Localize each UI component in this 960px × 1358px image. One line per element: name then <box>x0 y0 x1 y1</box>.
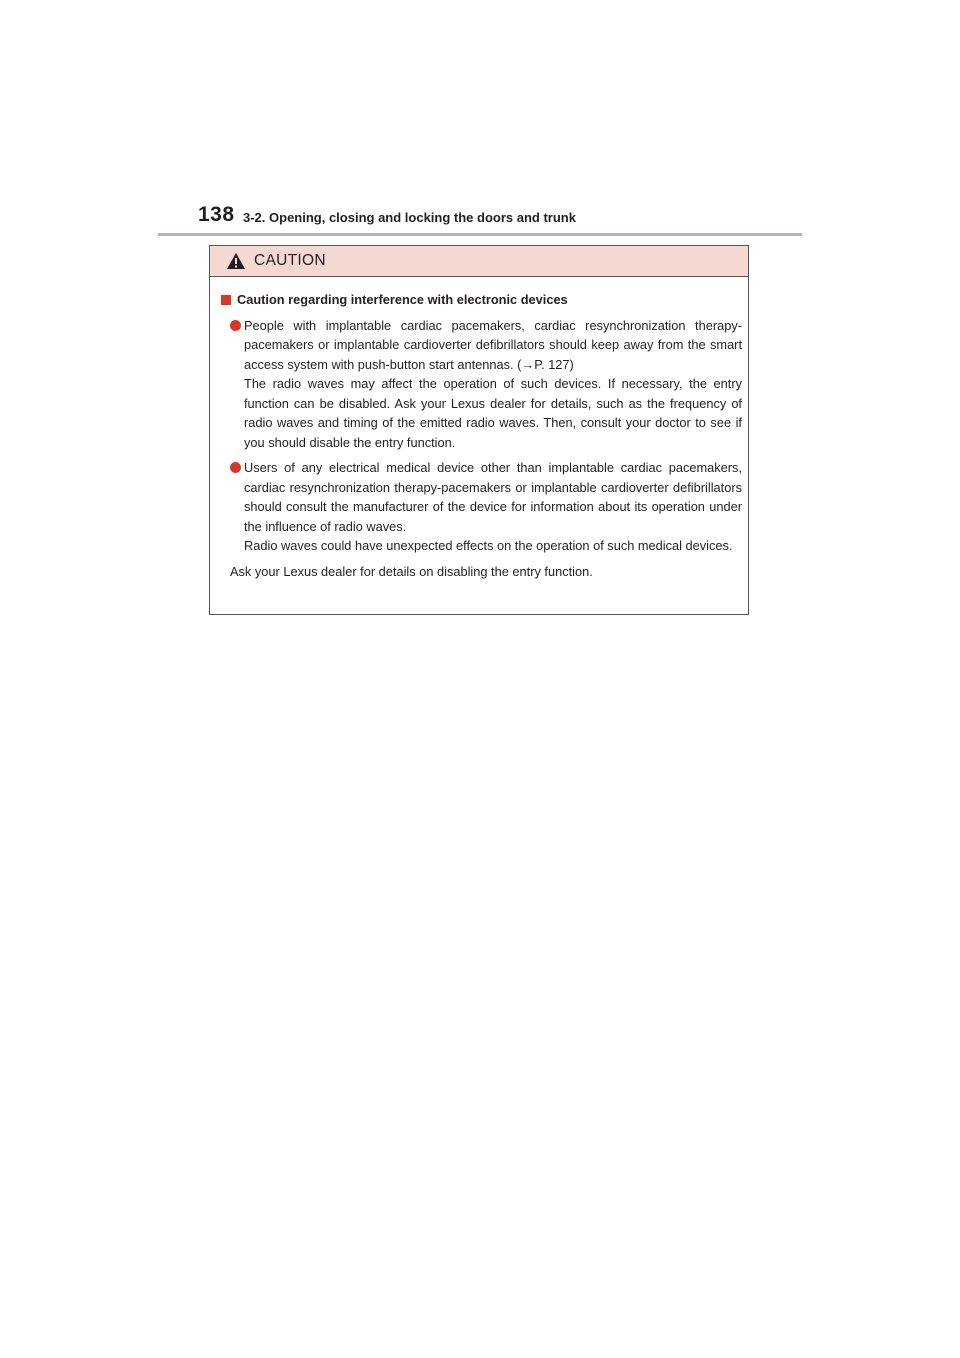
bullet-2-text <box>244 458 742 556</box>
circle-bullet-icon <box>230 320 241 331</box>
subheading <box>221 290 742 310</box>
caution-body <box>210 277 748 581</box>
bullet-2-para-1: Users of any electrical medical device other than implantable cardiac pacemakers, cardiac resynchronization therapy-pacemakers or implantable cardioverter defibrillators should consult the manufacturer of the device for information about its operation under the influence of radio waves. <box>244 460 742 534</box>
bullet-item-1 <box>230 316 742 453</box>
header-rule <box>158 233 802 236</box>
closing-note: Ask your Lexus dealer for details on disabling the entry function. <box>230 563 593 579</box>
square-bullet-icon <box>221 295 231 305</box>
caution-box <box>209 245 749 615</box>
bullet-1-text <box>244 316 742 453</box>
caution-header <box>210 246 748 277</box>
subheading-text: Caution regarding interference with electronic devices <box>237 292 568 307</box>
bullet-item-2 <box>230 458 742 556</box>
section-title: 3-2. Opening, closing and locking the doors and trunk <box>243 210 576 225</box>
circle-bullet-icon <box>230 462 241 473</box>
bullet-2-para-2: Radio waves could have unexpected effects on the operation of such medical devices. <box>244 538 733 553</box>
page-header <box>198 203 802 233</box>
caution-label: CAUTION <box>254 252 326 269</box>
bullet-1-para-2: The radio waves may affect the operation of such devices. If necessary, the entry function can be disabled. Ask your Lexus dealer for details, such as the frequency of radio waves and timing of the emitted radio waves. Then, consult your doctor to see if you should disable the entry function. <box>244 376 742 450</box>
warning-triangle-icon <box>226 252 246 270</box>
bullet-1-para-1: People with implantable cardiac pacemakers, cardiac resynchronization therapy-pacemakers or implantable cardioverter defibrillators should keep away from the smart access system with push-button start antennas. (→P. 127) <box>244 317 742 372</box>
page-number: 138 <box>198 203 235 226</box>
